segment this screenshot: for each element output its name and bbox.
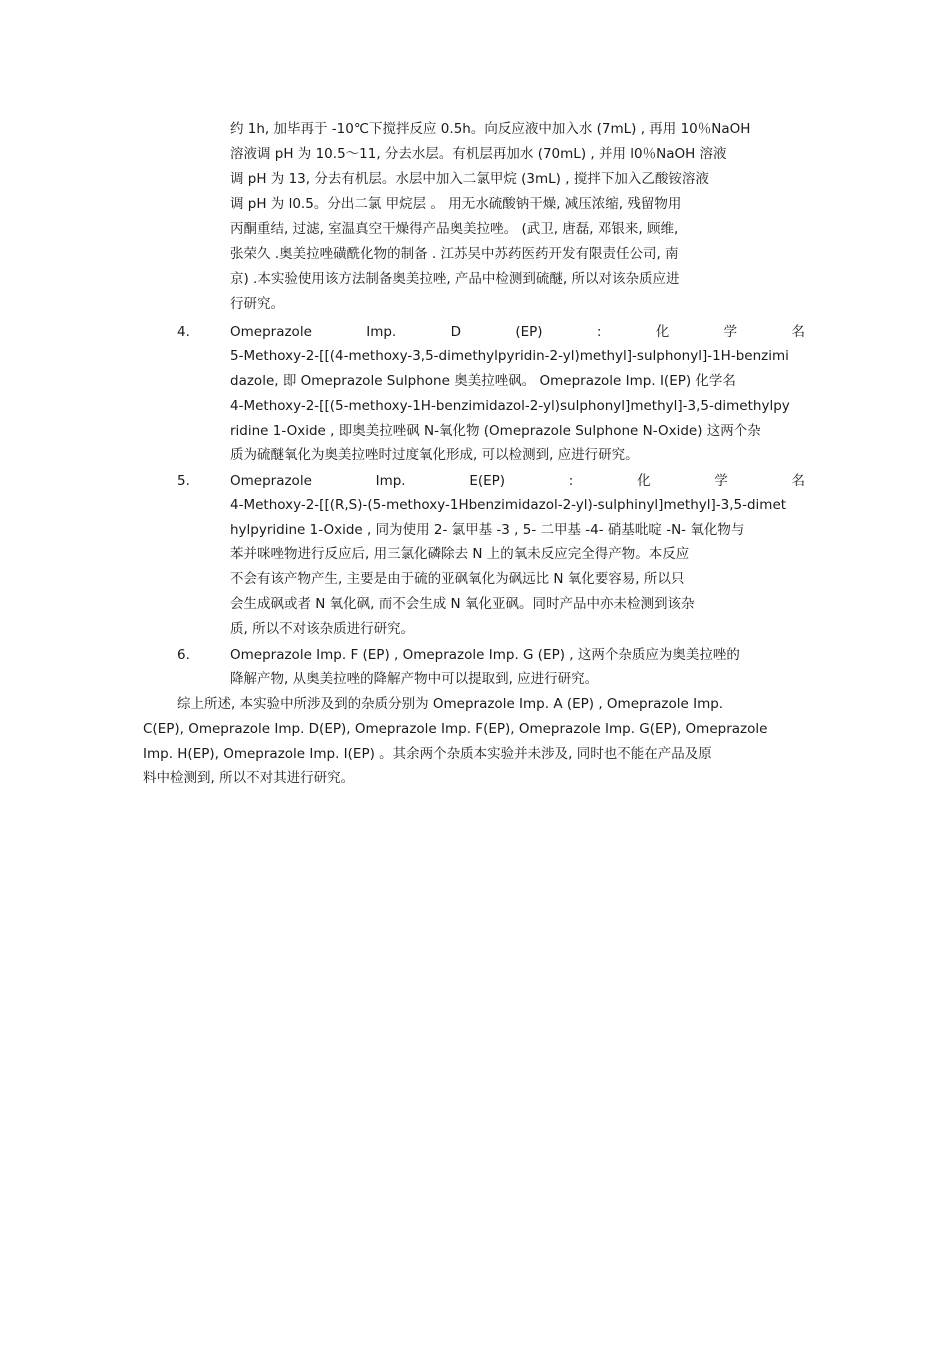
paragraph-line: 综上所述, 本实验中所涉及到的杂质分别为 Omeprazole Imp. A (EP) , Omeprazole Imp. — [177, 696, 724, 712]
paragraph-line: 4-Methoxy-2-[[(5-methoxy-1H-benzimidazol-2-yl)sulphonyl]methyl]-3,5-dimethylpy — [230, 398, 790, 414]
paragraph-line: 丙酮重结, 过滤, 室温真空干燥得产品奥美拉唑。 (武卫, 唐磊, 邓银来, 顾维, — [230, 221, 679, 237]
paragraph-line: 行研究。 — [230, 296, 284, 312]
list-number: 6. — [177, 647, 190, 663]
paragraph-line: hylpyridine 1-Oxide , 同为使用 2- 氯甲基 -3 , 5- 二甲基 -4- 硝基吡啶 -N- 氧化物与 — [230, 522, 745, 538]
heading-token: 名 — [791, 324, 805, 340]
paragraph-line: 料中检测到, 所以不对其进行研究。 — [143, 770, 355, 786]
heading-token: (EP) — [515, 324, 543, 340]
paragraph-line: 苯并咪唑物进行反应后, 用三氯化磷除去 N 上的氧未反应完全得产物。本反应 — [230, 546, 690, 562]
heading-token: 学 — [723, 324, 738, 340]
paragraph-line: 质为硫醚氧化为奥美拉唑时过度氧化形成, 可以检测到, 应进行研究。 — [230, 447, 639, 463]
heading-token: Imp. — [375, 473, 406, 489]
heading-token: : — [596, 324, 602, 340]
paragraph-line: C(EP), Omeprazole Imp. D(EP), Omeprazole Imp. F(EP), Omeprazole Imp. G(EP), Omeprazole — [143, 721, 768, 737]
paragraph-line: 京) .本实验使用该方法制备奥美拉唑, 产品中检测到硫醚, 所以对该杂质应进 — [230, 271, 680, 287]
paragraph-line: 溶液调 pH 为 10.5～11, 分去水层。有机层再加水 (70mL) , 并用 l0％NaOH 溶液 — [230, 146, 727, 162]
heading-token: Omeprazole — [230, 473, 312, 489]
paragraph-line: ridine 1-Oxide , 即奥美拉唑砜 N-氧化物 (Omeprazole Sulphone N-Oxide) 这两个杂 — [230, 423, 761, 439]
paragraph-line: 降解产物, 从奥美拉唑的降解产物中可以提取到, 应进行研究。 — [230, 671, 599, 687]
heading-token: 学 — [714, 473, 728, 489]
paragraph-line: 不会有该产物产生, 主要是由于硫的亚砜氧化为砜远比 N 氧化要容易, 所以只 — [230, 571, 685, 587]
paragraph-line: Imp. H(EP), Omeprazole Imp. I(EP) 。其余两个杂质本实验并未涉及, 同时也不能在产品及原 — [143, 746, 712, 762]
paragraph-line: 质, 所以不对该杂质进行研究。 — [230, 621, 415, 637]
heading-token: D — [450, 324, 461, 340]
paragraph-line: 4-Methoxy-2-[[(R,S)-(5-methoxy-1Hbenzimidazol-2-yl)-sulphinyl]methyl]-3,5-dimet — [230, 497, 787, 513]
item-heading-line — [230, 322, 805, 342]
paragraph-line: 会生成砜或者 N 氧化砜, 而不会生成 N 氧化亚砜。同时产品中亦未检测到该杂 — [230, 596, 695, 612]
heading-token: 化 — [637, 473, 651, 489]
heading-token: Omeprazole — [230, 324, 312, 340]
paragraph-line: 调 pH 为 l0.5。分出二氯 甲烷层 。 用无水硫酸钠干燥, 减压浓缩, 残留物用 — [230, 196, 682, 212]
paragraph-line: dazole, 即 Omeprazole Sulphone 奥美拉唑砜。 Omeprazole Imp. I(EP) 化学名 — [230, 373, 736, 389]
heading-token: Imp. — [366, 324, 397, 340]
paragraph-line: Omeprazole Imp. F (EP) , Omeprazole Imp. G (EP) , 这两个杂质应为奥美拉唑的 — [230, 647, 740, 663]
heading-token: 名 — [791, 473, 805, 489]
paragraph-line: 调 pH 为 13, 分去有机层。水层中加入二氯甲烷 (3mL) , 搅拌下加入乙酸铵溶液 — [230, 171, 709, 187]
item-heading-line — [230, 471, 805, 491]
heading-token: 化 — [655, 324, 670, 340]
paragraph-line: 约 1h, 加毕再于 -10℃下搅拌反应 0.5h。向反应液中加入水 (7mL) , 再用 10％NaOH — [230, 121, 751, 137]
list-number: 5. — [177, 473, 190, 489]
paragraph-line: 张荣久 .奥美拉唑磺酰化物的制备 . 江苏吴中苏药医药开发有限责任公司, 南 — [230, 246, 679, 262]
list-number: 4. — [177, 324, 190, 340]
paragraph-line: 5-Methoxy-2-[[(4-methoxy-3,5-dimethylpyridin-2-yl)methyl]-sulphonyl]-1H-benzimi — [230, 348, 789, 364]
heading-token: : — [568, 473, 574, 489]
heading-token: E(EP) — [469, 473, 506, 489]
